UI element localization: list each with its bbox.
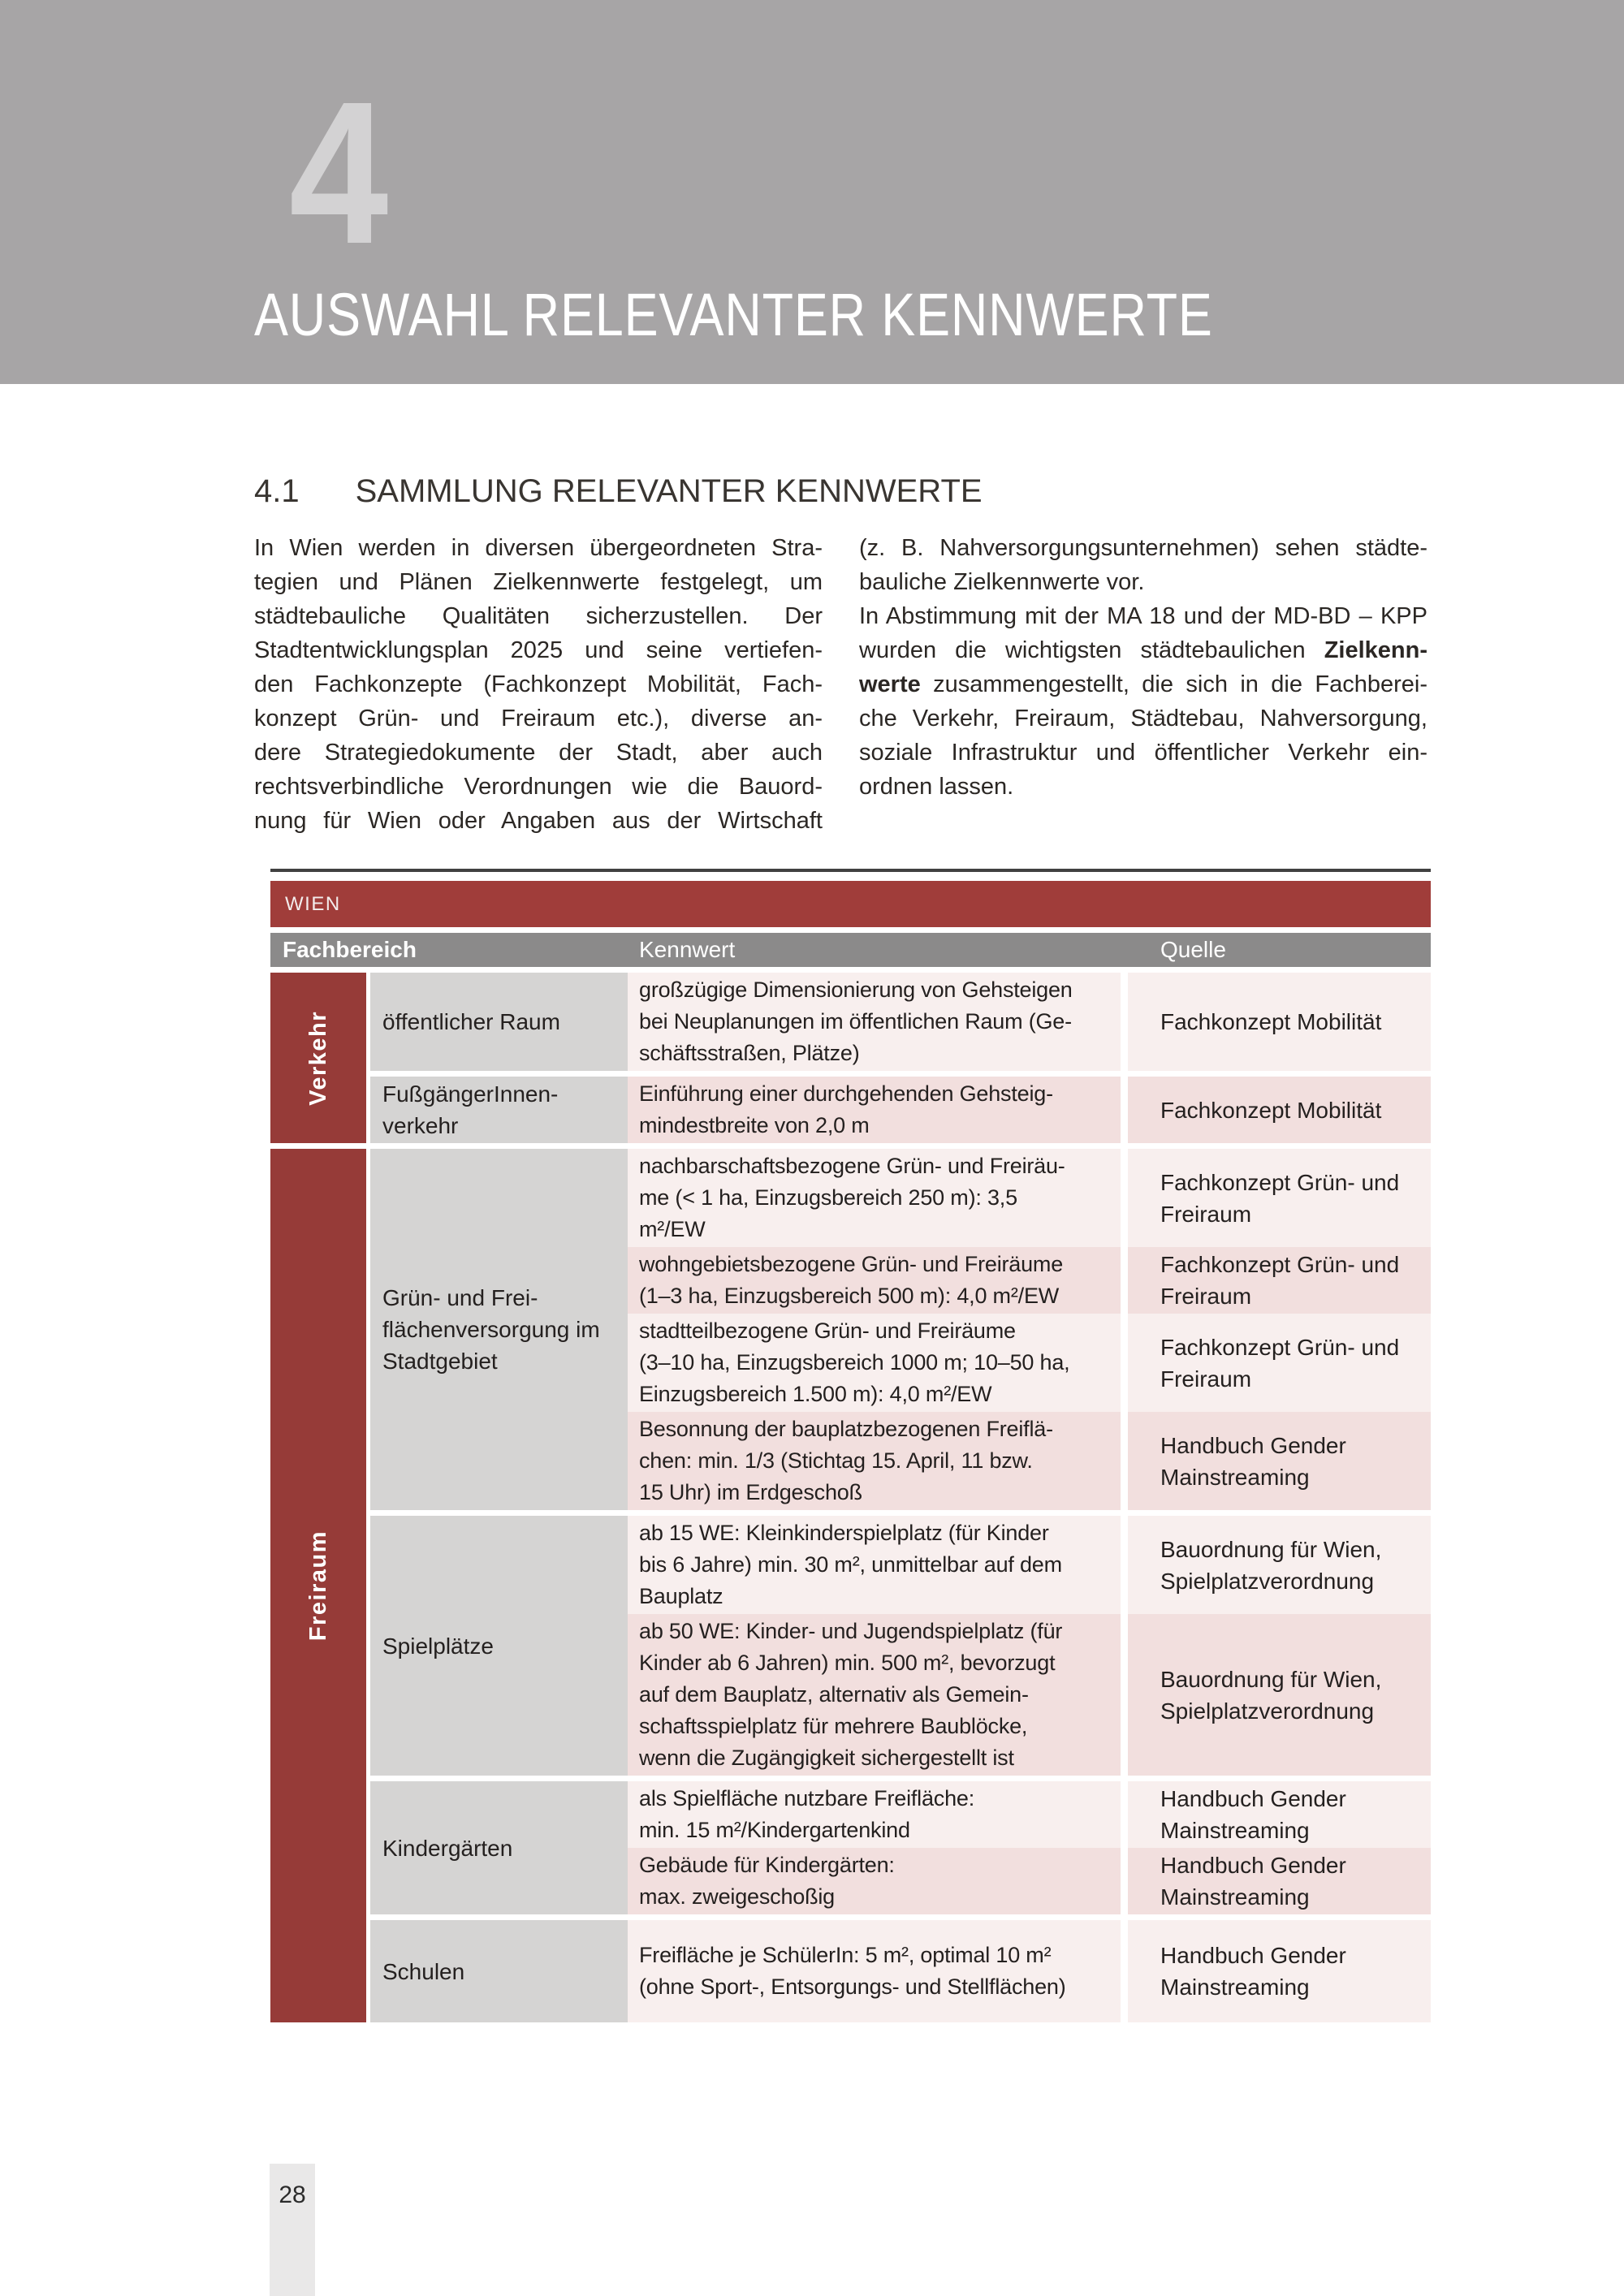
- subcategory-cell: [370, 973, 628, 1071]
- subcategory-label-line: Kindergärten: [382, 1835, 513, 1861]
- table-section: [270, 973, 1431, 1143]
- subcategory-label-line: öffentlicher Raum: [382, 1009, 560, 1034]
- kennwert-cell: [628, 1412, 1121, 1510]
- subcategory-label-line: Stadtgebiet: [382, 1349, 498, 1374]
- table-top-rule: [270, 869, 1431, 872]
- kennwert-cell: [628, 1614, 1121, 1776]
- table-row: [628, 1614, 1431, 1776]
- subcategory-block: [370, 1920, 1431, 2022]
- kennwert-line: max. zweigeschoßig: [639, 1884, 835, 1909]
- paragraph-line: [254, 701, 823, 736]
- subcategory-block: [370, 1077, 1431, 1143]
- table-row: [628, 1848, 1431, 1914]
- subcategory-cell: [370, 1516, 628, 1776]
- kennwert-line: (3–10 ha, Einzugsbereich 1000 m; 10–50 ha,: [639, 1350, 1070, 1375]
- kennwert-cell: [628, 1920, 1121, 2022]
- paragraph-line: [859, 770, 1427, 804]
- section-heading: [254, 473, 983, 509]
- table-row: [628, 1516, 1431, 1614]
- subcategory-groups: [370, 973, 1431, 1143]
- text-segment: städtebauliche Qualitäten sicherzustellen. Der: [254, 603, 823, 629]
- quelle-cell: [1128, 1848, 1431, 1914]
- kennwert-line: Gebäude für Kindergärten:: [639, 1853, 895, 1877]
- kennwert-cell: [628, 1848, 1121, 1914]
- chapter-title: AUSWAHL RELEVANTER KENNWERTE: [254, 281, 1213, 348]
- kennwert-line: bis 6 Jahre) min. 30 m², unmittelbar auf dem: [639, 1552, 1062, 1577]
- quelle-cell: [1128, 1412, 1431, 1510]
- paragraph-line: [254, 599, 823, 633]
- table-region-header: [270, 881, 1431, 927]
- paragraph-line: [254, 804, 823, 838]
- quelle-cell: [1128, 1614, 1431, 1776]
- kennwert-line: ab 50 WE: Kinder- und Jugendspielplatz (für: [639, 1619, 1063, 1643]
- paragraph-line: [859, 701, 1427, 736]
- paragraph-line: [859, 531, 1427, 565]
- table-row: [628, 1920, 1431, 2022]
- kennwert-line: wohngebietsbezogene Grün- und Freiräume: [639, 1252, 1064, 1276]
- table-body: [270, 973, 1431, 2022]
- kennwerte-table: [270, 869, 1431, 2022]
- row-group: [628, 973, 1431, 1071]
- kennwert-line: Kinder ab 6 Jahren) min. 500 m², bevorzugt: [639, 1651, 1056, 1675]
- row-group: [628, 1149, 1431, 1510]
- kennwert-cell: [628, 973, 1121, 1071]
- row-group: [628, 1516, 1431, 1776]
- text-segment: konzept Grün- und Freiraum etc.), diverse an-: [254, 706, 823, 732]
- kennwert-line: m²/EW: [639, 1217, 706, 1241]
- chapter-number: 4: [289, 59, 389, 286]
- table-row: [628, 1149, 1431, 1247]
- section-title: SAMMLUNG RELEVANTER KENNWERTE: [355, 473, 983, 509]
- bold-text-segment: werte: [859, 671, 921, 697]
- kennwert-line: Freifläche je SchülerIn: 5 m², optimal 10 m²: [639, 1943, 1052, 1967]
- kennwert-line: schäftsstraßen, Plätze): [639, 1041, 860, 1065]
- table-section: [270, 1149, 1431, 2022]
- paragraph-line: [254, 565, 823, 599]
- text-segment: che Verkehr, Freiraum, Städtebau, Nahversorgung,: [859, 706, 1427, 732]
- subcategory-cell: [370, 1149, 628, 1510]
- subcategory-block: [370, 1516, 1431, 1776]
- text-segment: ordnen lassen.: [859, 774, 1014, 800]
- column-header-fachbereich: Fachbereich: [283, 937, 417, 962]
- intro-right-column: [859, 531, 1427, 804]
- quelle-text: Bauordnung für Wien, Spielplatzverordnung: [1160, 1666, 1382, 1724]
- row-group: [628, 1781, 1431, 1914]
- text-segment: tegien und Plänen Zielkennwerte festgelegt, um: [254, 569, 823, 595]
- fachbereich-cell: [270, 1149, 366, 2022]
- subcategory-label-line: Spielplätze: [382, 1633, 494, 1659]
- quelle-text: Handbuch Gender Mainstreaming: [1160, 1786, 1346, 1843]
- fachbereich-cell: [270, 973, 366, 1143]
- subcategory-label-line: Grün- und Frei-: [382, 1285, 538, 1310]
- paragraph-line: [254, 667, 823, 701]
- kennwert-line: bei Neuplanungen im öffentlichen Raum (Ge-: [639, 1009, 1072, 1034]
- kennwert-line: (ohne Sport-, Entsorgungs- und Stellflächen): [639, 1974, 1066, 1999]
- text-segment: rechtsverbindliche Verordnungen wie die Bauord-: [254, 774, 823, 800]
- quelle-cell: [1128, 1314, 1431, 1412]
- text-segment: In Abstimmung mit der MA 18 und der MD-BD – KPP: [859, 603, 1427, 629]
- text-segment: wurden die wichtigsten städtebaulichen: [859, 637, 1324, 663]
- kennwert-line: Einzugsbereich 1.500 m): 4,0 m²/EW: [639, 1382, 992, 1406]
- paragraph-line: [254, 770, 823, 804]
- section-number: 4.1: [254, 473, 300, 509]
- kennwert-cell: [628, 1314, 1121, 1412]
- intro-left-column: [254, 531, 823, 838]
- table-row: [628, 1077, 1431, 1143]
- paragraph-line: [254, 633, 823, 667]
- fachbereich-label: Verkehr: [304, 1010, 331, 1106]
- row-group: [628, 1920, 1431, 2022]
- kennwert-cell: [628, 1516, 1121, 1614]
- row-group: [628, 1077, 1431, 1143]
- subcategory-cell: [370, 1077, 628, 1143]
- kennwert-line: Bauplatz: [639, 1584, 723, 1608]
- kennwert-cell: [628, 1149, 1121, 1247]
- paragraph-line: [254, 736, 823, 770]
- quelle-text: Fachkonzept Mobilität: [1160, 1097, 1382, 1123]
- subcategory-cell: [370, 1781, 628, 1914]
- table-row: [628, 973, 1431, 1071]
- kennwert-cell: [628, 1077, 1121, 1143]
- kennwert-line: Einführung einer durchgehenden Gehsteig-: [639, 1081, 1053, 1106]
- text-segment: zusammengestellt, die sich in die Fachberei-: [920, 671, 1427, 697]
- subcategory-block: [370, 1781, 1431, 1914]
- quelle-cell: [1128, 1077, 1431, 1143]
- kennwert-line: als Spielfläche nutzbare Freifläche:: [639, 1786, 975, 1810]
- kennwert-cell: [628, 1247, 1121, 1314]
- subcategory-block: [370, 1149, 1431, 1510]
- subcategory-groups: [370, 1149, 1431, 2022]
- subcategory-block: [370, 973, 1431, 1071]
- column-header-kennwert: Kennwert: [639, 937, 736, 962]
- paragraph-line: [859, 633, 1427, 667]
- kennwert-line: schaftsspielplatz für mehrere Baublöcke,: [639, 1714, 1028, 1738]
- quelle-text: Fachkonzept Grün- und Freiraum: [1160, 1169, 1400, 1227]
- text-segment: dere Strategiedokumente der Stadt, aber auch: [254, 740, 823, 766]
- table-row: [628, 1247, 1431, 1314]
- table-row: [628, 1781, 1431, 1848]
- subcategory-label-line: flächenversorgung im: [382, 1317, 600, 1342]
- text-segment: (z. B. Nahversorgungsunternehmen) sehen städte-: [859, 535, 1427, 561]
- text-segment: den Fachkonzepte (Fachkonzept Mobilität, Fach-: [254, 671, 823, 697]
- kennwert-line: min. 15 m²/Kindergartenkind: [639, 1818, 910, 1842]
- paragraph-line: [859, 736, 1427, 770]
- text-segment: nung für Wien oder Angaben aus der Wirtschaft: [254, 808, 823, 834]
- kennwert-line: chen: min. 1/3 (Stichtag 15. April, 11 bzw.: [639, 1448, 1033, 1473]
- paragraph-line: [254, 531, 823, 565]
- quelle-text: Bauordnung für Wien, Spielplatzverordnung: [1160, 1536, 1382, 1594]
- paragraph-line: [859, 565, 1427, 599]
- page-number-strip: [270, 2164, 315, 2296]
- table-row: [628, 1314, 1431, 1412]
- quelle-cell: [1128, 1920, 1431, 2022]
- kennwert-line: ab 15 WE: Kleinkinderspielplatz (für Kinder: [639, 1521, 1049, 1545]
- quelle-cell: [1128, 973, 1431, 1071]
- quelle-text: Fachkonzept Grün- und Freiraum: [1160, 1334, 1400, 1392]
- quelle-cell: [1128, 1149, 1431, 1247]
- subcategory-label-line: Schulen: [382, 1958, 465, 1984]
- kennwert-line: me (< 1 ha, Einzugsbereich 250 m): 3,5: [639, 1185, 1017, 1210]
- quelle-text: Fachkonzept Mobilität: [1160, 1009, 1382, 1034]
- fachbereich-label: Freiraum: [304, 1530, 331, 1642]
- chapter-header-band: [0, 0, 1624, 384]
- kennwert-line: (1–3 ha, Einzugsbereich 500 m): 4,0 m²/EW: [639, 1284, 1060, 1308]
- quelle-cell: [1128, 1247, 1431, 1314]
- kennwert-line: auf dem Bauplatz, alternativ als Gemein-: [639, 1682, 1029, 1707]
- kennwert-line: nachbarschaftsbezogene Grün- und Freiräu-: [639, 1154, 1065, 1178]
- text-segment: Stadtentwicklungsplan 2025 und seine vertiefen-: [254, 637, 823, 663]
- text-segment: soziale Infrastruktur und öffentlicher Verkehr ein-: [859, 740, 1427, 766]
- quelle-text: Handbuch Gender Mainstreaming: [1160, 1432, 1346, 1490]
- table-column-header: [270, 933, 1431, 967]
- quelle-text: Handbuch Gender Mainstreaming: [1160, 1853, 1346, 1910]
- kennwert-line: großzügige Dimensionierung von Gehsteigen: [639, 978, 1073, 1002]
- subcategory-label-line: verkehr: [382, 1113, 459, 1138]
- text-segment: bauliche Zielkennwerte vor.: [859, 569, 1145, 595]
- page-number: 28: [279, 2182, 306, 2208]
- table-row: [628, 1412, 1431, 1510]
- region-label: WIEN: [285, 892, 341, 915]
- kennwert-line: Besonnung der bauplatzbezogenen Freiflä-: [639, 1417, 1053, 1441]
- column-header-quelle: Quelle: [1160, 937, 1226, 962]
- paragraph-line: [859, 599, 1427, 633]
- text-segment: In Wien werden in diversen übergeordneten Stra-: [254, 535, 823, 561]
- subcategory-label-line: FußgängerInnen-: [382, 1081, 559, 1107]
- kennwert-cell: [628, 1781, 1121, 1848]
- quelle-cell: [1128, 1781, 1431, 1848]
- kennwert-line: 15 Uhr) im Erdgeschoß: [639, 1480, 862, 1504]
- subcategory-cell: [370, 1920, 628, 2022]
- paragraph-line: [859, 667, 1427, 701]
- kennwert-line: mindestbreite von 2,0 m: [639, 1113, 870, 1137]
- quelle-text: Fachkonzept Grün- und Freiraum: [1160, 1252, 1400, 1309]
- kennwert-line: stadtteilbezogene Grün- und Freiräume: [639, 1318, 1016, 1343]
- bold-text-segment: Zielkenn-: [1324, 637, 1427, 663]
- kennwert-line: wenn die Zugängigkeit sichergestellt ist: [639, 1746, 1014, 1770]
- quelle-text: Handbuch Gender Mainstreaming: [1160, 1943, 1346, 2000]
- quelle-cell: [1128, 1516, 1431, 1614]
